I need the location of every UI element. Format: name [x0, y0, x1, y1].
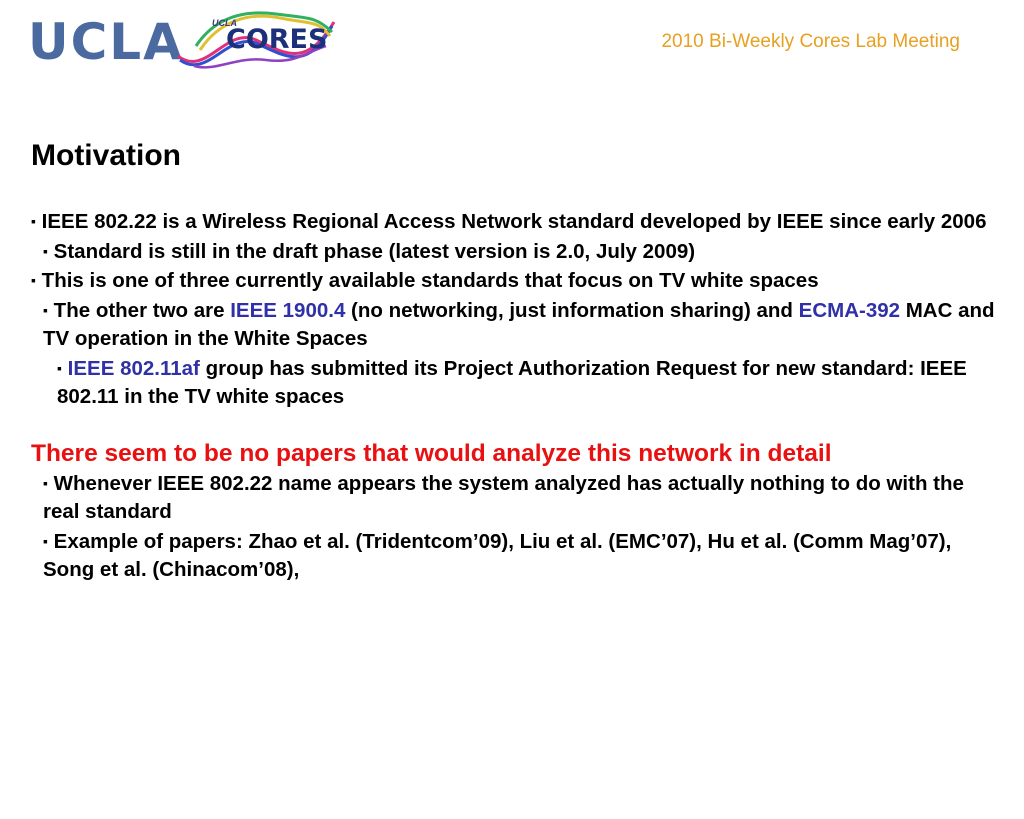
bullet-1 — [31, 207, 996, 237]
cores-logo-text: CORES — [226, 24, 328, 55]
slide-title: Motivation — [31, 139, 181, 172]
bullet-2-text: This is one of three currently available standards that focus on TV white spaces — [41, 269, 819, 292]
bullet-2-1-text-b: (no networking, just information sharing) and — [345, 298, 799, 322]
ucla-logo: UCLA — [28, 13, 184, 71]
bullet-3-2 — [31, 527, 996, 585]
bullet-3-1-text: Whenever IEEE 802.22 name appears the system analyzed has actually nothing to do with the real standard — [43, 471, 964, 523]
bullet-marker: ▪ — [43, 474, 48, 491]
cores-small-label: UCLA — [212, 18, 237, 28]
bullet-2 — [31, 266, 996, 296]
bullet-2-1-1 — [31, 354, 996, 412]
bullet-1-1-text: Standard is still in the draft phase (latest version is 2.0, July 2009) — [53, 239, 696, 263]
bullet-3-2-text: Example of papers: Zhao et al. (Tridentcom’09), Liu et al. (EMC’07), Hu et al. (Comm Mag’07), Song et al. (Chinacom’08), — [43, 529, 952, 581]
bullet-marker: ▪ — [31, 272, 36, 288]
ieee-802-11af-link[interactable]: IEEE 802.11af — [67, 356, 200, 380]
bullet-2-1-text-a: The other two are — [53, 298, 231, 322]
bullet-marker: ▪ — [57, 359, 62, 376]
bullet-1-1 — [31, 237, 996, 267]
bullet-marker: ▪ — [31, 213, 36, 229]
bullet-1-text: IEEE 802.22 is a Wireless Regional Access Network standard developed by IEEE since early 2006 — [41, 210, 987, 233]
bullet-3-1 — [31, 469, 996, 527]
bullet-2-1-text-c: MAC and TV operation in the White Spaces — [43, 298, 995, 350]
bullet-marker: ▪ — [43, 532, 48, 549]
ieee-1900-4-link[interactable]: IEEE 1900.4 — [230, 298, 346, 322]
ecma-392-link[interactable]: ECMA-392 — [798, 298, 901, 322]
slide-body — [31, 207, 996, 585]
highlight-heading: There seem to be no papers that would analyze this network in detail — [31, 440, 832, 467]
meeting-title: 2010 Bi-Weekly Cores Lab Meeting — [661, 31, 960, 52]
bullet-marker: ▪ — [43, 301, 48, 318]
bullet-marker: ▪ — [43, 242, 48, 259]
bullet-2-1 — [31, 296, 996, 354]
cores-logo — [176, 6, 336, 72]
bullet-2-1-1-text: group has submitted its Project Authorization Request for new standard: IEEE 802.11 in the TV white spaces — [57, 356, 967, 408]
